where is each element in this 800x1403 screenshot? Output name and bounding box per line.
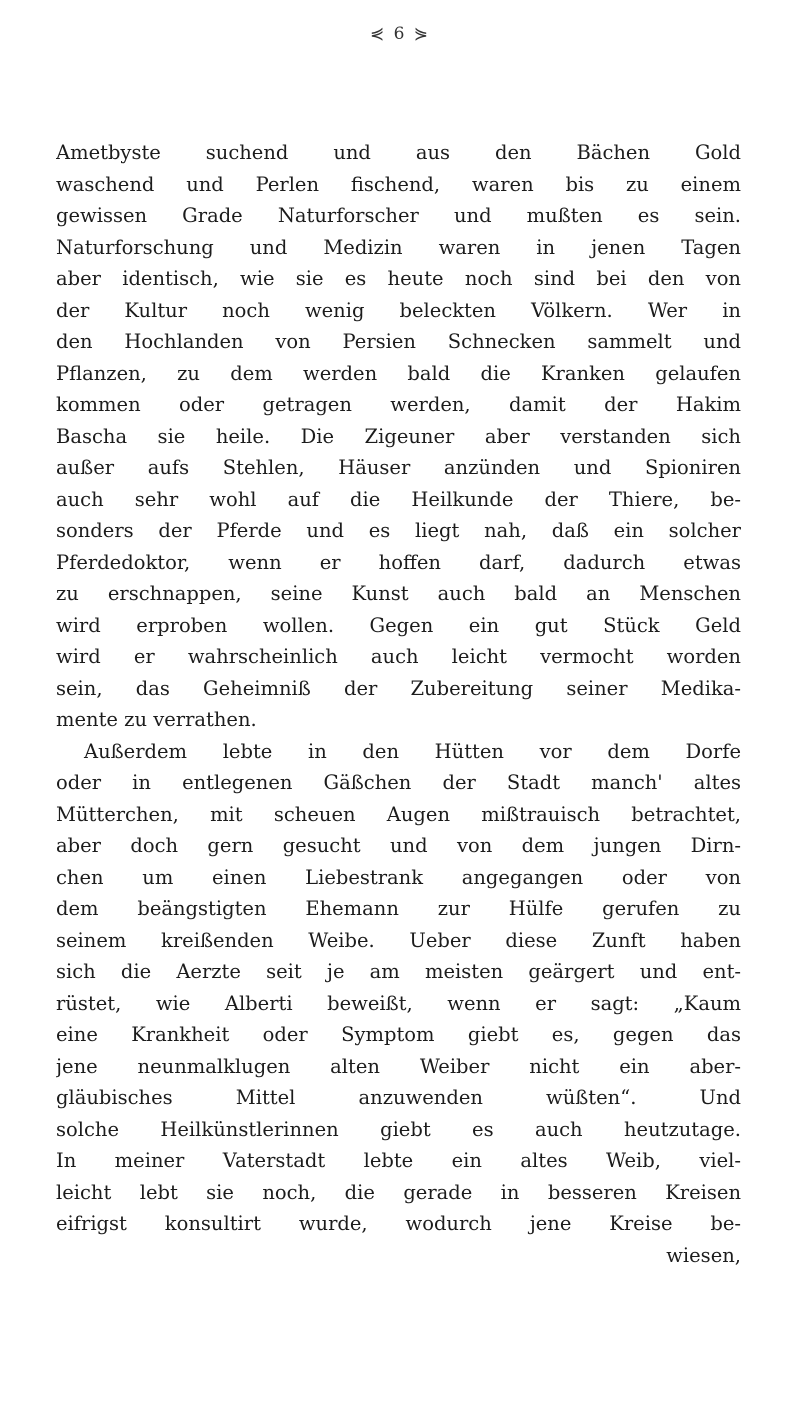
text-line: sich die Aerzte seit je am meisten geärgert und ent- — [56, 960, 741, 983]
text-line: auch sehr wohl auf die Heilkunde der Thiere, be- — [56, 487, 741, 511]
text-line: Außerdem lebte in den Hütten vor dem Dorfe — [84, 739, 741, 763]
text-line: seinem kreißenden Weibe. Ueber diese Zunft haben — [56, 928, 741, 952]
text-line: rüstet, wie Alberti beweißt, wenn er sagt: „Kaum — [56, 991, 741, 1015]
text-line: Mütterchen, mit scheuen Augen mißtrauisch betrachtet, — [56, 802, 741, 826]
text-line: sonders der Pferde und es liegt nah, daß ein solcher — [56, 519, 741, 542]
text-line: waschend und Perlen fischend, waren bis zu einem — [56, 172, 741, 196]
text-line: chen um einen Liebestrank angegangen oder von — [56, 865, 741, 889]
text-line: solche Heilkünstlerinnen giebt es auch heutzutage. — [56, 1117, 741, 1141]
page-number: ⋞ 6 ⋟ — [369, 24, 431, 44]
text-line: zu erschnappen, seine Kunst auch bald an Menschen — [56, 582, 741, 605]
text-line: wird erproben wollen. Gegen ein gut Stück Geld — [56, 613, 741, 637]
text-line: eifrigst konsultirt wurde, wodurch jene Kreise be- — [56, 1212, 741, 1235]
text-line: mente zu verrathen. — [56, 708, 257, 731]
text-line: gewissen Grade Naturforscher und mußten es sein. — [56, 204, 741, 227]
text-line: sein, das Geheimniß der Zubereitung seiner Medika- — [56, 676, 741, 700]
text-line: der Kultur noch wenig beleckten Völkern. Wer in — [56, 298, 741, 322]
body-text — [56, 137, 741, 1271]
text-line: oder in entlegenen Gäßchen der Stadt manch' altes — [56, 771, 741, 794]
text-line: leicht lebt sie noch, die gerade in besseren Kreisen — [56, 1180, 741, 1204]
text-line: kommen oder getragen werden, damit der Hakim — [56, 393, 741, 416]
text-line: wird er wahrscheinlich auch leicht vermocht worden — [56, 645, 741, 668]
text-line: gläubisches Mittel anzuwenden wüßten“. Und — [56, 1086, 741, 1109]
text-line: Pferdedoktor, wenn er hoffen darf, dadurch etwas — [56, 550, 741, 574]
text-line: Bascha sie heile. Die Zigeuner aber verstanden sich — [56, 424, 741, 448]
text-line: eine Krankheit oder Symptom giebt es, gegen das — [56, 1023, 741, 1046]
catchword: wiesen, — [666, 1243, 741, 1267]
text-line: aber doch gern gesucht und von dem jungen Dirn- — [56, 834, 741, 857]
text-line: jene neunmalklugen alten Weiber nicht ein aber- — [56, 1054, 741, 1078]
text-line: Ametbyste suchend und aus den Bächen Gold — [56, 141, 741, 164]
text-line: Naturforschung und Medizin waren in jenen Tagen — [56, 235, 741, 259]
text-line: außer aufs Stehlen, Häuser anzünden und Spioniren — [56, 456, 741, 479]
text-line: Pflanzen, zu dem werden bald die Kranken gelaufen — [56, 361, 741, 385]
text-line: dem beängstigten Ehemann zur Hülfe gerufen zu — [56, 897, 741, 920]
text-line: aber identisch, wie sie es heute noch sind bei den von — [56, 267, 741, 290]
text-line: den Hochlanden von Persien Schnecken sammelt und — [56, 330, 741, 353]
text-line: In meiner Vaterstadt lebte ein altes Weib, viel- — [56, 1149, 741, 1172]
